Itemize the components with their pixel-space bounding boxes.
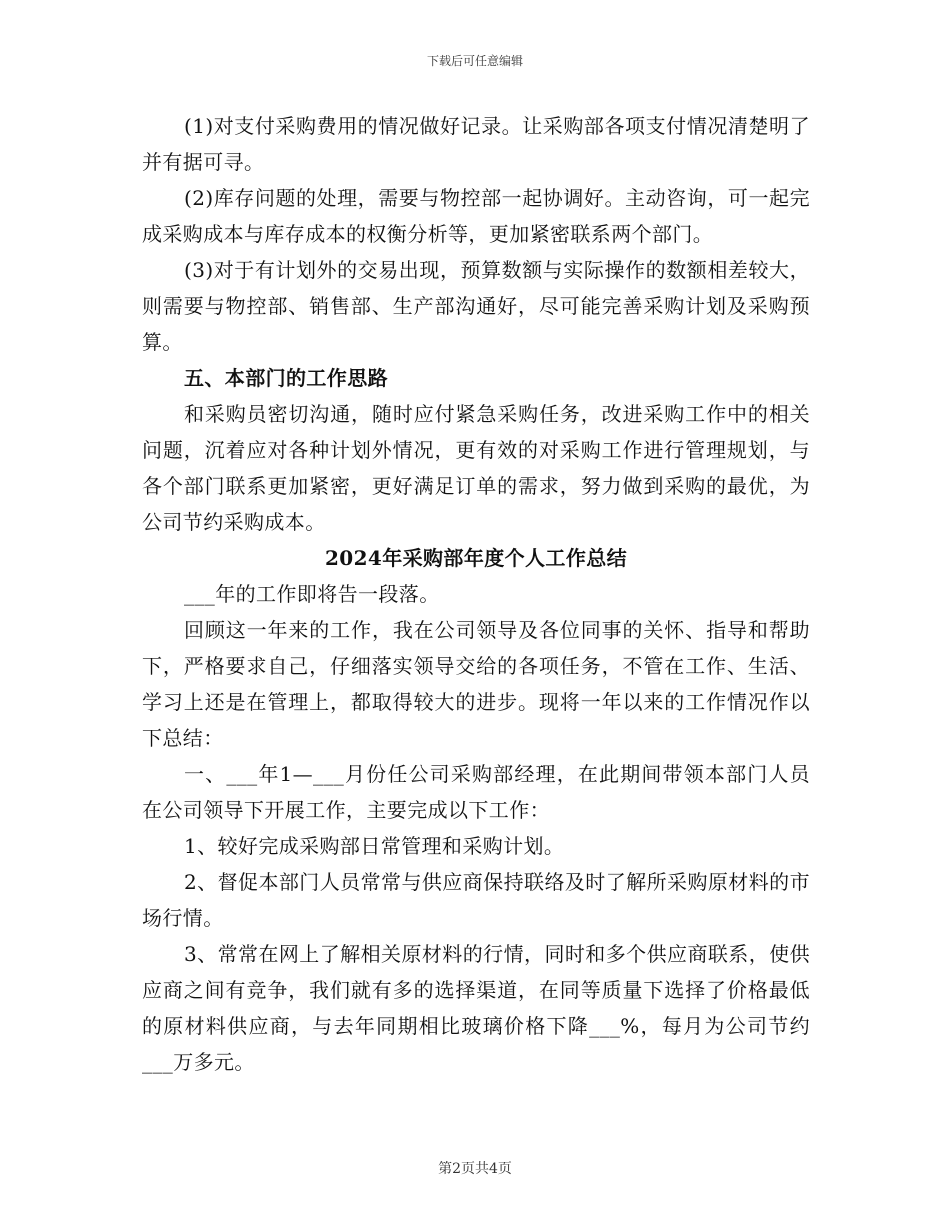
paragraph-intro: ___年的工作即将告一段落。 <box>184 582 440 606</box>
list-item-3: 3、常常在网上了解相关原材料的行情，同时和多个供应商联系，使供应商之间有竞争，我们就有多的选择渠道，在同等质量下选择了价格最低的原材料供应商，与去年同期相比玻璃价格下降___%，每月为公司节约___万多元。 <box>142 942 810 1074</box>
section-heading: 五、本部门的工作思路 <box>184 366 388 390</box>
list-item-2: 2、督促本部门人员常常与供应商保持联络及时了解所采购原材料的市场行情。 <box>142 870 810 930</box>
paragraph-payment-records: (1)对支付采购费用的情况做好记录。让采购部各项支付情况清楚明了并有据可寻。 <box>142 114 810 174</box>
document-title: 2024年采购部年度个人工作总结 <box>324 546 628 570</box>
paragraph-inventory: (2)库存问题的处理，需要与物控部一起协调好。主动咨询，可一起完成采购成本与库存成本的权衡分析等，更加紧密联系两个部门。 <box>142 186 810 246</box>
paragraph-section-one: 一、___年1—___月份任公司采购部经理，在此期间带领本部门人员在公司领导下开展工作，主要完成以下工作： <box>142 762 810 822</box>
document-body <box>142 108 810 1080</box>
paragraph-unplanned-transactions: (3)对于有计划外的交易出现，预算数额与实际操作的数额相差较大，则需要与物控部、销售部、生产部沟通好，尽可能完善采购计划及采购预算。 <box>142 258 810 354</box>
paragraph-work-approach: 和采购员密切沟通，随时应付紧急采购任务，改进采购工作中的相关问题，沉着应对各种计划外情况，更有效的对采购工作进行管理规划，与各个部门联系更加紧密，更好满足订单的需求，努力做到采购的最优，为公司节约采购成本。 <box>142 402 810 534</box>
page-footer: 第2页共4页 <box>438 1161 512 1177</box>
paragraph-review: 回顾这一年来的工作，我在公司领导及各位同事的关怀、指导和帮助下，严格要求自己，仔细落实领导交给的各项任务，不管在工作、生活、学习上还是在管理上，都取得较大的进步。现将一年以来的工作情况作以下总结： <box>142 618 810 750</box>
list-item-1: 1、较好完成采购部日常管理和采购计划。 <box>184 834 565 858</box>
page-header: 下载后可任意编辑 <box>426 54 523 68</box>
